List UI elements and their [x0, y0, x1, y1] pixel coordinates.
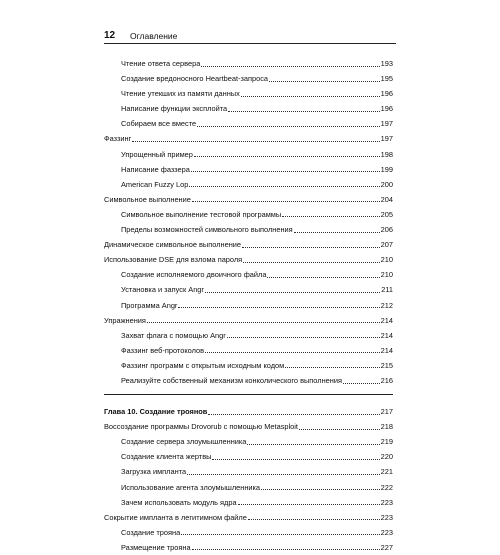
dot-leader	[192, 201, 380, 202]
toc-entry-label: Фаззинг веб-протоколов	[121, 345, 205, 355]
dot-leader	[299, 429, 380, 430]
toc-section-row[interactable]	[0, 313, 393, 328]
toc-subsection-row[interactable]	[0, 298, 393, 313]
toc-entry-label: Символьное выполнение	[104, 194, 191, 204]
toc-entry-page: 215	[380, 360, 393, 370]
dot-leader	[205, 292, 380, 293]
toc-section-row[interactable]	[0, 252, 393, 267]
toc-entry-page: 227	[380, 542, 393, 552]
toc-entry-page: 197	[380, 134, 393, 144]
toc-entry-label: Размещение трояна	[121, 542, 191, 552]
toc-entry-page: 219	[380, 437, 393, 447]
toc-section-row[interactable]	[0, 419, 393, 434]
toc-entry-page: 214	[380, 345, 393, 355]
toc-entry-label: Чтение утекших из памяти данных	[121, 89, 240, 99]
toc-subsection-row[interactable]	[0, 222, 393, 237]
toc-entry-label: Воссоздание программы Drovorub с помощью Metasploit	[104, 422, 298, 432]
dot-leader	[194, 156, 380, 157]
toc-entry-label: Глава 10. Создание троянов	[104, 407, 208, 417]
toc-subsection-row[interactable]	[0, 540, 393, 555]
toc-entry-label: Захват флага с помощью Angr	[121, 330, 226, 340]
toc-entry-page: 223	[380, 497, 393, 507]
toc-entry-page: 221	[380, 467, 393, 477]
toc-entry-label: Упрощенный пример	[121, 149, 193, 159]
dot-leader	[248, 519, 380, 520]
toc-section-row[interactable]	[0, 192, 393, 207]
toc-subsection-row[interactable]	[0, 480, 393, 495]
dot-leader	[241, 96, 380, 97]
dot-leader	[191, 171, 380, 172]
dot-leader	[238, 504, 380, 505]
toc-subsection-row[interactable]	[0, 147, 393, 162]
toc-subsection-row[interactable]	[0, 373, 393, 388]
dot-leader	[294, 232, 380, 233]
page-number: 12	[104, 30, 116, 41]
dot-leader	[243, 262, 379, 263]
toc-subsection-row[interactable]	[0, 464, 393, 479]
dot-leader	[197, 126, 380, 127]
toc-entry-page: 199	[380, 164, 393, 174]
dot-leader	[285, 367, 379, 368]
toc-entry-label: Использование агента злоумышленника	[121, 482, 261, 492]
toc-entry-label: Создание вредоносного Heartbeat-запроса	[121, 74, 269, 84]
toc-subsection-row[interactable]	[0, 282, 393, 297]
toc-entry-label: Пределы возможностей символьного выполнения	[121, 225, 293, 235]
toc-subsection-row[interactable]	[0, 56, 393, 71]
toc-entry-label: American Fuzzy Lop	[121, 179, 189, 189]
dot-leader	[228, 111, 380, 112]
toc-entry-label: Загрузка импланта	[121, 467, 187, 477]
toc-entry-label: Символьное выполнение тестовой программы	[121, 209, 282, 219]
toc-entry-page: 223	[380, 527, 393, 537]
toc-entry-label: Собираем все вместе	[121, 119, 197, 129]
toc-entry-page: 220	[380, 452, 393, 462]
toc-entry-page: 218	[380, 422, 393, 432]
toc-entry-page: 197	[380, 119, 393, 129]
dot-leader	[343, 383, 380, 384]
toc-subsection-row[interactable]	[0, 343, 393, 358]
dot-leader	[178, 307, 379, 308]
toc-subsection-row[interactable]	[0, 71, 393, 86]
table-of-contents	[0, 56, 500, 555]
toc-entry-page: 216	[380, 375, 393, 385]
toc-entry-page: 217	[380, 407, 393, 417]
toc-subsection-row[interactable]	[0, 177, 393, 192]
toc-entry-label: Фаззинг программ с открытым исходным кодом	[121, 360, 285, 370]
toc-subsection-row[interactable]	[0, 101, 393, 116]
dot-leader	[192, 549, 380, 550]
toc-entry-page: 206	[380, 225, 393, 235]
toc-entry-label: Динамическое символьное выполнение	[104, 240, 242, 250]
toc-chapter-row[interactable]	[0, 404, 393, 419]
toc-entry-label: Написание фаззера	[121, 164, 190, 174]
toc-entry-label: Установка и запуск Angr	[121, 285, 204, 295]
dot-leader	[201, 66, 379, 67]
toc-subsection-row[interactable]	[0, 495, 393, 510]
toc-entry-page: 196	[380, 104, 393, 114]
toc-section-row[interactable]	[0, 510, 393, 525]
toc-entry-page: 195	[380, 74, 393, 84]
dot-leader	[261, 489, 380, 490]
toc-subsection-row[interactable]	[0, 267, 393, 282]
toc-entry-label: Создание исполняемого двоичного файла	[121, 270, 267, 280]
dot-leader	[189, 186, 379, 187]
dot-leader	[247, 444, 379, 445]
toc-section-row[interactable]	[0, 131, 393, 146]
toc-entry-label: Программа Angr	[121, 300, 178, 310]
toc-subsection-row[interactable]	[0, 328, 393, 343]
chapter-divider	[104, 394, 393, 404]
page-header	[104, 26, 396, 44]
dot-leader	[282, 216, 379, 217]
toc-entry-label: Написание функции эксплойта	[121, 104, 228, 114]
toc-entry-page: 210	[380, 270, 393, 280]
toc-entry-page: 193	[380, 59, 393, 68]
toc-entry-label: Зачем использовать модуль ядра	[121, 497, 237, 507]
dot-leader	[267, 277, 379, 278]
toc-entry-page: 212	[380, 300, 393, 310]
dot-leader	[227, 337, 380, 338]
toc-subsection-row[interactable]	[0, 207, 393, 222]
toc-entry-page: 196	[380, 89, 393, 99]
dot-leader	[269, 81, 380, 82]
toc-entry-label: Чтение ответа сервера	[121, 59, 201, 68]
dot-leader	[181, 534, 379, 535]
toc-subsection-row[interactable]	[0, 358, 393, 373]
toc-entry-label: Фаззинг	[104, 134, 132, 144]
toc-subsection-row[interactable]	[0, 525, 393, 540]
dot-leader	[187, 474, 380, 475]
toc-entry-page: 205	[380, 209, 393, 219]
toc-entry-page: 204	[380, 194, 393, 204]
toc-subsection-row[interactable]	[0, 434, 393, 449]
running-title: Оглавление	[130, 31, 178, 41]
dot-leader	[212, 459, 379, 460]
toc-entry-page: 211	[381, 285, 393, 295]
toc-entry-page: 222	[380, 482, 393, 492]
toc-entry-page: 198	[380, 149, 393, 159]
dot-leader	[147, 322, 380, 323]
toc-subsection-row[interactable]	[0, 86, 393, 101]
dot-leader	[208, 414, 379, 415]
toc-entry-label: Создание клиента жертвы	[121, 452, 212, 462]
dot-leader	[205, 352, 380, 353]
toc-entry-page: 223	[380, 512, 393, 522]
toc-subsection-row[interactable]	[0, 449, 393, 464]
toc-entry-page: 214	[380, 315, 393, 325]
toc-section-row[interactable]	[0, 237, 393, 252]
toc-entry-label: Упражнения	[104, 315, 146, 325]
toc-entry-label: Сокрытие импланта в легитимном файле	[104, 512, 247, 522]
dot-leader	[242, 247, 380, 248]
dot-leader	[132, 141, 379, 142]
toc-entry-page: 214	[380, 330, 393, 340]
toc-entry-label: Использование DSE для взлома пароля	[104, 255, 243, 265]
toc-entry-page: 200	[380, 179, 393, 189]
toc-entry-page: 210	[380, 255, 393, 265]
toc-subsection-row[interactable]	[0, 162, 393, 177]
toc-entry-label: Создание сервера злоумышленника	[121, 437, 247, 447]
toc-entry-page: 207	[380, 240, 393, 250]
toc-entry-label: Реализуйте собственный механизм конколического выполнения	[121, 375, 342, 385]
toc-subsection-row[interactable]	[0, 116, 393, 131]
toc-entry-label: Создание трояна	[121, 527, 181, 537]
